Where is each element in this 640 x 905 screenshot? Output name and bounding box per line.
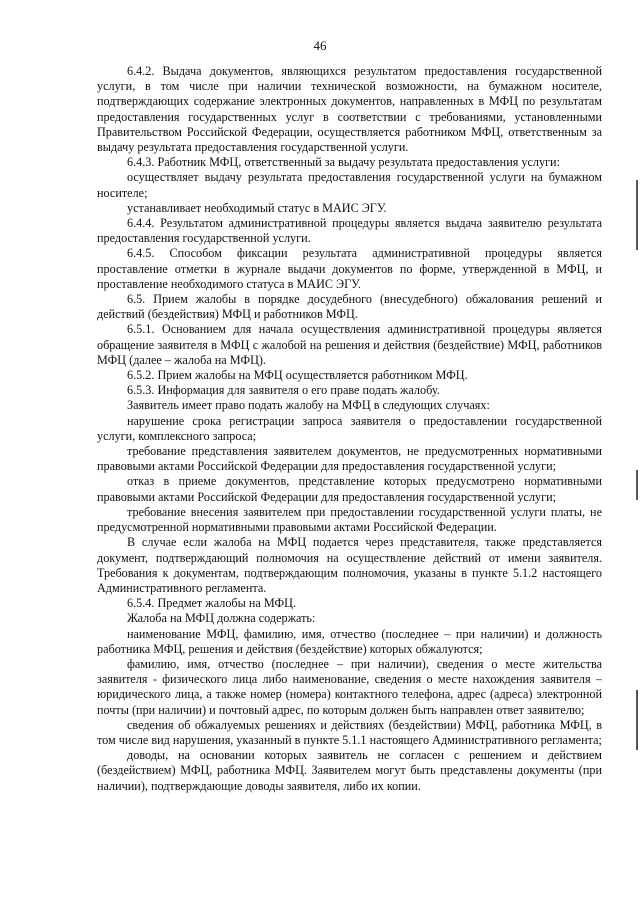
paragraph-6-5-1: 6.5.1. Основанием для начала осуществления административной процедуры является обращение заявителя в МФЦ с жалобой на решения и действия (бездействие) МФЦ, работников МФЦ (далее – жалоба на МФЦ). (97, 322, 602, 367)
paragraph-complaint-contents: Жалоба на МФЦ должна содержать: (127, 611, 316, 626)
page-number: 46 (313, 38, 327, 53)
paragraph-6-4-3: 6.4.3. Работник МФЦ, ответственный за выдачу результата предоставления услуги: (127, 155, 560, 170)
scan-edge-mark (636, 470, 638, 500)
paragraph-6-5: 6.5. Прием жалобы в порядке досудебного (внесудебного) обжалования решений и действий (бездействия) МФЦ и работников МФЦ. (97, 292, 602, 322)
document-body (97, 64, 602, 794)
paragraph-item-decisions: сведения об обжалуемых решениях и действиях (бездействии) МФЦ, работника МФЦ, в том числе вид нарушения, указанный в пункте 5.1.1 настоящего Административного регламента; (97, 717, 602, 747)
paragraph-item-name: наименование МФЦ, фамилию, имя, отчество (последнее – при наличии) и должность работника МФЦ, решения и действия (бездействие) которых обжалуются; (97, 626, 602, 656)
paragraph-6-5-4: 6.5.4. Предмет жалобы на МФЦ. (127, 596, 296, 611)
paragraph-item-arguments: доводы, на основании которых заявитель не согласен с решением и действием (бездействием) МФЦ, работника МФЦ. Заявителем могут быть представлены документы (при наличии), подтверждающие доводы заявителя, либо их копии. (97, 748, 602, 793)
paragraph-6-4-4: 6.4.4. Результатом административной процедуры является выдача заявителю результата предоставления государственной услуги. (97, 216, 602, 246)
paragraph-6-4-5: 6.4.5. Способом фиксации результата административной процедуры является проставление отметки в журнале выдачи документов по форме, утвержденной в МФЦ, и проставление необходимого статуса в МАИС ЭГУ. (97, 246, 602, 291)
paragraph-set-status: устанавливает необходимый статус в МАИС ЭГУ. (127, 200, 387, 215)
scan-edge-mark (636, 180, 638, 250)
paragraph-case-fee: требование внесения заявителем при предоставлении государственной услуги платы, не предусмотренной нормативными правовыми актами Российской Федерации. (97, 504, 602, 535)
paragraph-case-documents: требование представления заявителем документов, не предусмотренных нормативными правовыми актами Российской Федерации для предоставления государственной услуги; (97, 444, 602, 474)
paragraph-6-5-2: 6.5.2. Прием жалобы на МФЦ осуществляется работником МФЦ. (127, 368, 468, 383)
paragraph-case-refusal: отказ в приеме документов, представление которых предусмотрено нормативными правовыми актами Российской Федерации для предоставления государственной услуги; (97, 474, 602, 504)
paragraph-case-deadline: нарушение срока регистрации запроса заявителя о предоставлении государственной услуги, комплексного запроса; (97, 413, 602, 443)
scan-edge-mark (636, 690, 638, 750)
paragraph-representative: В случае если жалоба на МФЦ подается через представителя, также представляется документ, подтверждающий полномочия на осуществление действий от имени заявителя. Требования к документам, подтверждающим полномочия, указаны в пункте 5.1.2 настоящего Административного регламента. (97, 535, 602, 595)
paragraph-right-to-complain: Заявитель имеет право подать жалобу на МФЦ в следующих случаях: (127, 398, 490, 413)
paragraph-6-5-3: 6.5.3. Информация для заявителя о его праве подать жалобу. (127, 383, 440, 398)
paragraph-issue-result: осуществляет выдачу результата предоставления государственной услуги на бумажном носителе; (97, 170, 602, 200)
paragraph-item-applicant: фамилию, имя, отчество (последнее – при наличии), сведения о месте жительства заявителя - физического лица либо наименование, сведения о месте нахождения заявителя – юридического лица, а также номер (номера) контактного телефона, адрес (адреса) электронной почты (при наличии) и почтовый адрес, по которым должен быть направлен ответ заявителю; (97, 656, 602, 717)
paragraph-6-4-2: 6.4.2. Выдача документов, являющихся результатом предоставления государственной услуги, в том числе при наличии технической возможности, на бумажном носителе, подтверждающих содержание электронных документов, направленных в МФЦ по результатам предоставления государственных услуг в соответствии с требованиями, установленными Правительством Российской Федерации, осуществляется работником МФЦ, ответственным за выдачу результата предоставления государственной услуги. (97, 64, 602, 155)
